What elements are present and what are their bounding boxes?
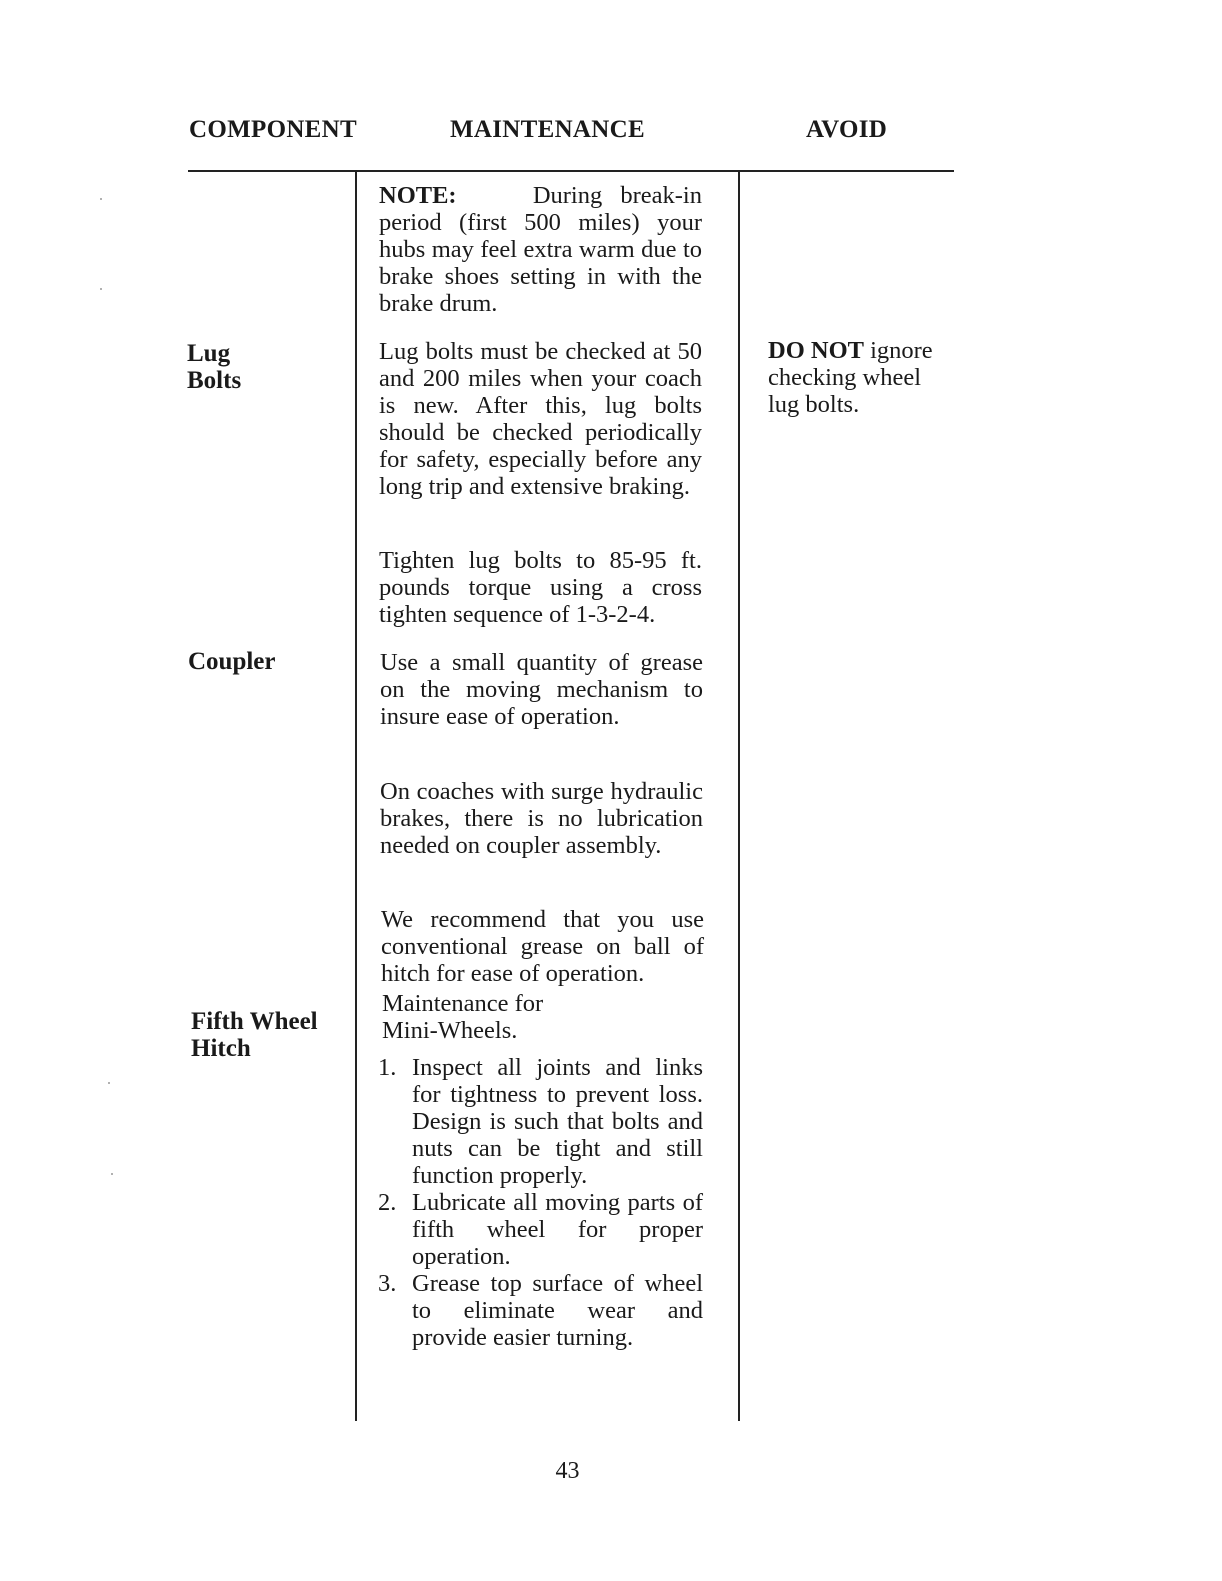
component-fifth-wheel-line2: Hitch	[191, 1035, 251, 1062]
column-divider-left	[355, 171, 357, 1421]
avoid-text: ignore checking wheel lug bolts.	[768, 337, 933, 418]
list-item-text: Lubricate all moving parts of fifth wheel for proper operation.	[412, 1189, 703, 1270]
coupler-maintenance-p3: We recommend that you use conventional grease on ball of hitch for ease of operation.	[381, 906, 704, 987]
component-coupler: Coupler	[188, 648, 276, 675]
list-item-number: 3.	[378, 1270, 397, 1297]
component-fifth-wheel-hitch	[191, 1008, 318, 1062]
list-item-number: 2.	[378, 1189, 397, 1216]
note-paragraph	[379, 182, 702, 317]
list-item-text: Inspect all joints and links for tightness to prevent loss. Design is such that bolts and nuts can be tight and still function properly.	[412, 1054, 703, 1189]
header-maintenance: MAINTENANCE	[450, 116, 645, 143]
list-item-text: Grease top surface of wheel to eliminate wear and provide easier turning.	[412, 1270, 703, 1351]
fifth-wheel-intro-line2: Mini-Wheels.	[382, 1017, 518, 1044]
note-text: period (first 500 miles) your hubs may feel extra warm due to brake shoes setting in with the brake drum.	[379, 209, 702, 317]
coupler-maintenance-p1: Use a small quantity of grease on the moving mechanism to insure ease of operation.	[380, 649, 703, 730]
avoid-do-not: DO NOT	[768, 337, 864, 364]
component-lug-bolts	[187, 340, 241, 394]
page-number: 43	[555, 1458, 580, 1484]
lug-bolts-maintenance-p1: Lug bolts must be checked at 50 and 200 miles when your coach is new. After this, lug bolts should be checked periodically for safety, especially before any long trip and extensive braking.	[379, 338, 702, 500]
component-lug-bolts-line2: Bolts	[187, 367, 242, 394]
header-rule	[188, 170, 954, 172]
scan-speck	[108, 1082, 110, 1084]
fifth-wheel-intro-line1: Maintenance for	[382, 990, 544, 1017]
scan-speck	[111, 1173, 113, 1175]
header-component: COMPONENT	[189, 116, 357, 143]
note-text-first-line: During break-in	[532, 182, 702, 209]
header-avoid: AVOID	[806, 116, 888, 143]
fifth-wheel-intro	[382, 990, 705, 1044]
lug-bolts-avoid	[768, 337, 958, 418]
column-divider-right	[738, 171, 740, 1421]
lug-bolts-maintenance-p2: Tighten lug bolts to 85-95 ft. pounds torque using a cross tighten sequence of 1-3-2-4.	[379, 547, 702, 628]
list-item-number: 1.	[378, 1054, 397, 1081]
scan-speck	[100, 288, 102, 290]
component-fifth-wheel-line1: Fifth Wheel	[191, 1008, 318, 1035]
scan-speck	[100, 198, 102, 200]
list-item	[378, 1189, 703, 1270]
list-item	[378, 1054, 703, 1189]
component-lug-bolts-line1: Lug	[187, 340, 231, 367]
fifth-wheel-steps	[378, 1054, 703, 1351]
list-item	[378, 1270, 703, 1351]
coupler-maintenance-p2: On coaches with surge hydraulic brakes, there is no lubrication needed on coupler assembly.	[380, 778, 703, 859]
note-label: NOTE:	[379, 182, 457, 209]
